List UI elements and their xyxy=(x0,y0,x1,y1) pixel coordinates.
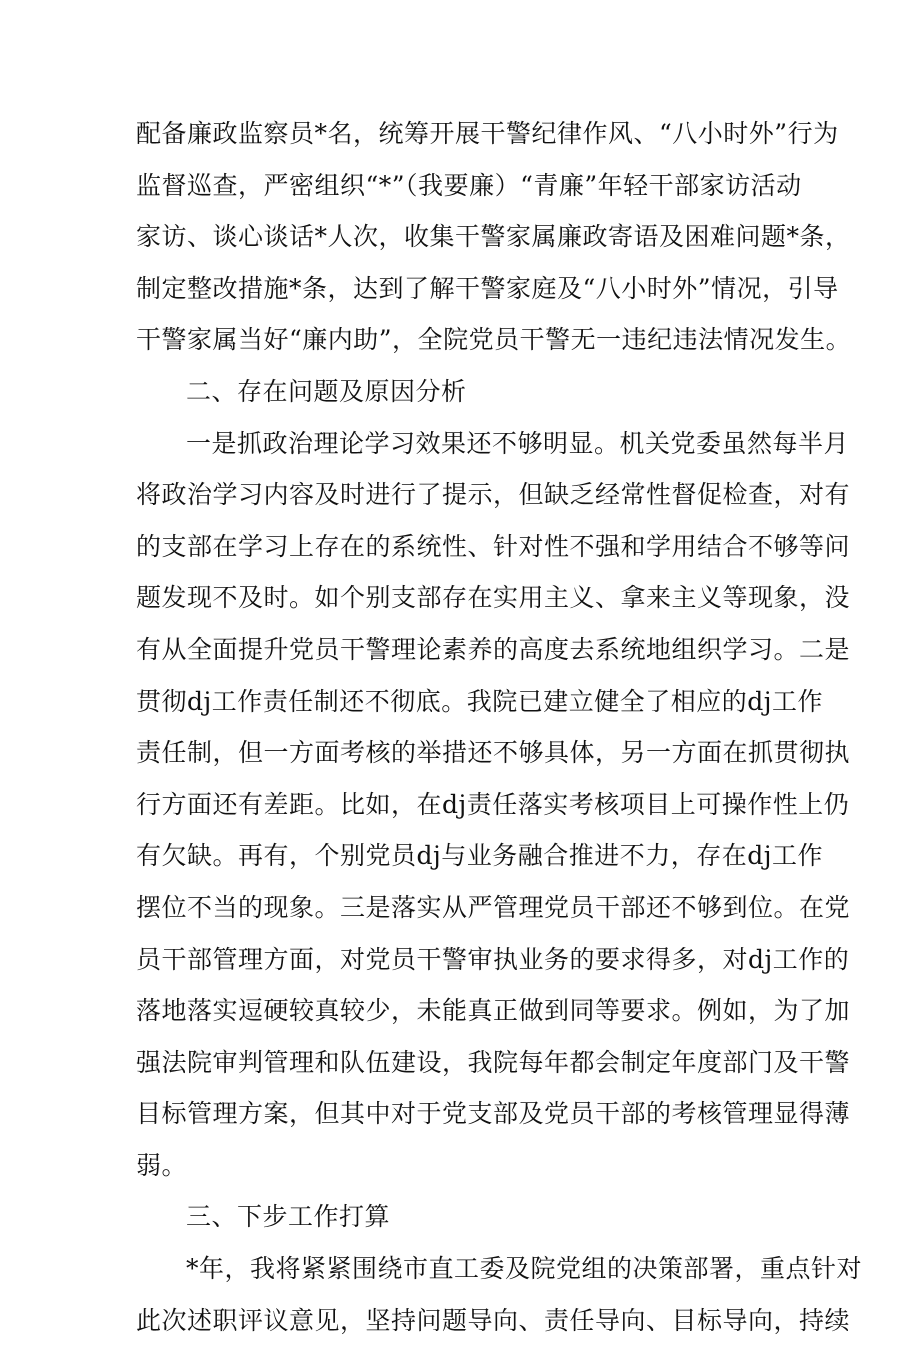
paragraph-line: 有欠缺。再有，个别党员dj与业务融合推进不力，存在dj工作 xyxy=(136,841,824,871)
paragraph-line: 员干部管理方面，对党员干警审执业务的要求得多，对dj工作的 xyxy=(136,944,850,974)
section-heading: 二、存在问题及原因分析 xyxy=(186,376,467,406)
paragraph-line: 的支部在学习上存在的系统性、针对性不强和学用结合不够等问 xyxy=(136,531,851,561)
paragraph-line: 制定整改措施*条，达到了解干警家庭及“八小时外”情况，引导 xyxy=(136,273,839,303)
paragraph-line: *年，我将紧紧围绕市直工委及院党组的决策部署，重点针对 xyxy=(186,1254,863,1284)
paragraph-line: 弱。 xyxy=(136,1150,188,1180)
paragraph-line: 强法院审判管理和队伍建设，我院每年都会制定年度部门及干警 xyxy=(136,1047,851,1077)
paragraph-line: 干警家属当好“廉内助”，全院党员干警无一违纪违法情况发生。 xyxy=(136,325,852,355)
paragraph-line: 监督巡查，严密组织“*”（我要廉）“青廉”年轻干部家访活动 xyxy=(136,170,802,200)
paragraph-line: 目标管理方案，但其中对于党支部及党员干部的考核管理显得薄 xyxy=(136,1099,851,1129)
paragraph-line: 责任制，但一方面考核的举措还不够具体，另一方面在抓贯彻执 xyxy=(136,738,851,768)
paragraph-line: 将政治学习内容及时进行了提示，但缺乏经常性督促检查，对有 xyxy=(136,480,851,510)
paragraph-line: 此次述职评议意见，坚持问题导向、责任导向、目标导向，持续 xyxy=(136,1305,851,1335)
document-body xyxy=(136,108,863,1346)
paragraph-line: 配备廉政监察员*名，统筹开展干警纪律作风、“八小时外”行为 xyxy=(136,119,839,148)
paragraph-line: 落地落实逗硬较真较少，未能真正做到同等要求。例如，为了加 xyxy=(136,996,851,1026)
paragraph-line: 贯彻dj工作责任制还不彻底。我院已建立健全了相应的dj工作 xyxy=(136,686,824,716)
paragraph-line: 题发现不及时。如个别支部存在实用主义、拿来主义等现象，没 xyxy=(136,583,851,613)
section-heading: 三、下步工作打算 xyxy=(186,1202,391,1232)
paragraph-line: 行方面还有差距。比如，在dj责任落实考核项目上可操作性上仍 xyxy=(136,789,850,819)
paragraph-line: 一是抓政治理论学习效果还不够明显。机关党委虽然每半月 xyxy=(186,428,850,458)
paragraph-line: 家访、谈心谈话*人次，收集干警家属廉政寄语及困难问题*条， xyxy=(136,222,851,252)
paragraph-line: 有从全面提升党员干警理论素养的高度去系统地组织学习。二是 xyxy=(136,634,851,664)
paragraph-line: 摆位不当的现象。三是落实从严管理党员干部还不够到位。在党 xyxy=(136,892,851,922)
